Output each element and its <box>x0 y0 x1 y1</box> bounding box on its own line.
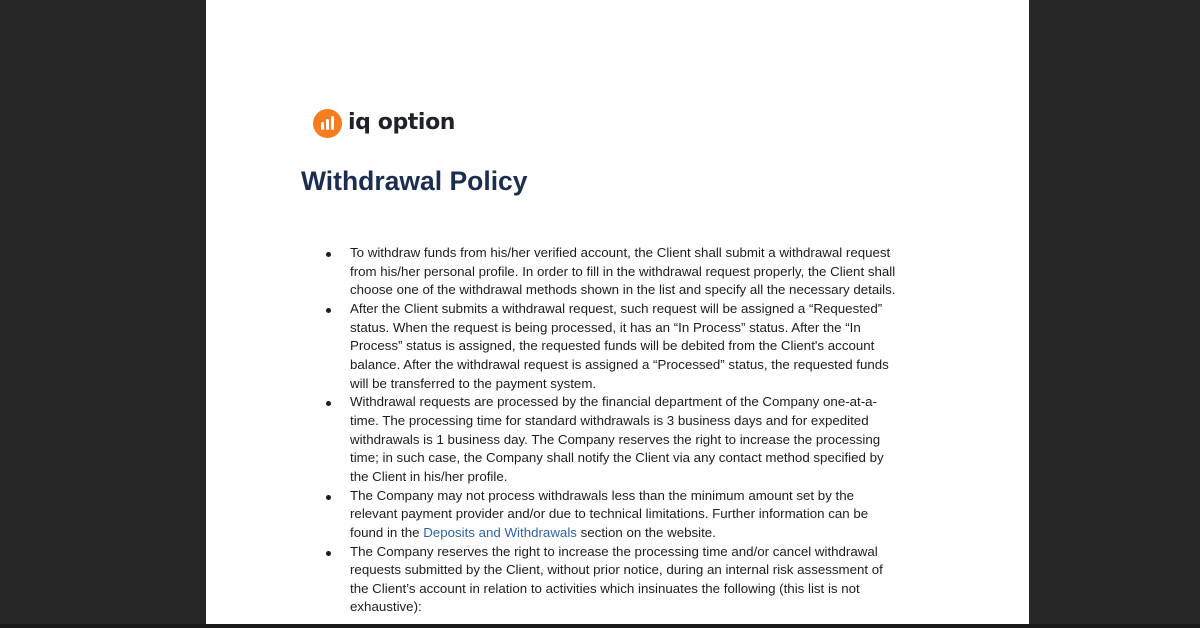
policy-item-4 <box>350 487 950 543</box>
bullet-icon <box>326 495 331 500</box>
policy-line-with-link <box>350 524 950 543</box>
policy-line: the Client in his/her profile. <box>350 468 508 484</box>
bullet-icon <box>326 252 331 257</box>
link-suffix-text: section on the website. <box>576 524 716 540</box>
chart-bars-icon <box>313 109 342 138</box>
policy-line: requests submitted by the Client, without prior notice, during an internal risk assessment of <box>350 562 883 578</box>
policy-item-2 <box>350 300 950 393</box>
policy-line: Process” status is assigned, the requested funds will be debited from the Client's account <box>350 338 875 354</box>
policy-line: time; in such case, the Company shall notify the Client via any contact method specified by <box>350 450 884 466</box>
policy-line: The Company reserves the right to increase the processing time and/or cancel withdrawal <box>350 543 878 559</box>
policy-line: The Company may not process withdrawals less than the minimum amount set by the <box>350 487 855 503</box>
policy-list <box>350 244 950 617</box>
policy-line: choose one of the withdrawal methods shown in the list and specify all the necessary details. <box>350 282 896 298</box>
policy-line: from his/her personal profile. In order to fill in the withdrawal request properly, the Client shall <box>350 263 896 279</box>
bullet-icon <box>326 308 331 313</box>
policy-line: time. The processing time for standard withdrawals is 3 business days and for expedited <box>350 412 869 428</box>
viewer-bottom-edge <box>0 624 1200 628</box>
page-title: Withdrawal Policy <box>301 166 528 196</box>
document-page <box>206 0 1029 624</box>
policy-line: Withdrawal requests are processed by the financial department of the Company one-at-a- <box>350 394 877 410</box>
policy-item-3 <box>350 393 950 486</box>
policy-line: exhaustive): <box>350 599 422 615</box>
deposits-withdrawals-link[interactable]: Deposits and Withdrawals <box>423 524 577 540</box>
policy-line: status. When the request is being processed, it has an “In Process” status. After the “In <box>350 319 861 335</box>
policy-line: will be transferred to the payment system. <box>350 375 597 391</box>
brand-name: iq option <box>348 110 456 135</box>
policy-line: relevant payment provider and/or due to technical limitations. Further information can be <box>350 506 869 522</box>
policy-item-5 <box>350 543 950 618</box>
policy-line: To withdraw funds from his/her verified account, the Client shall submit a withdrawal request <box>350 245 891 260</box>
bullet-icon <box>326 401 331 406</box>
policy-item-1 <box>350 244 950 300</box>
bullet-icon <box>326 551 331 556</box>
brand-logo <box>313 106 455 140</box>
link-prefix-text: found in the <box>350 524 424 540</box>
policy-line: balance. After the withdrawal request is assigned a “Processed” status, the requested funds <box>350 356 889 372</box>
policy-line: the Client’s account in relation to activities which insinuates the following (this list is not <box>350 580 860 596</box>
policy-line: After the Client submits a withdrawal request, such request will be assigned a “Requested” <box>350 300 883 316</box>
policy-line: withdrawals is 1 business day. The Company reserves the right to increase the processing <box>350 431 881 447</box>
